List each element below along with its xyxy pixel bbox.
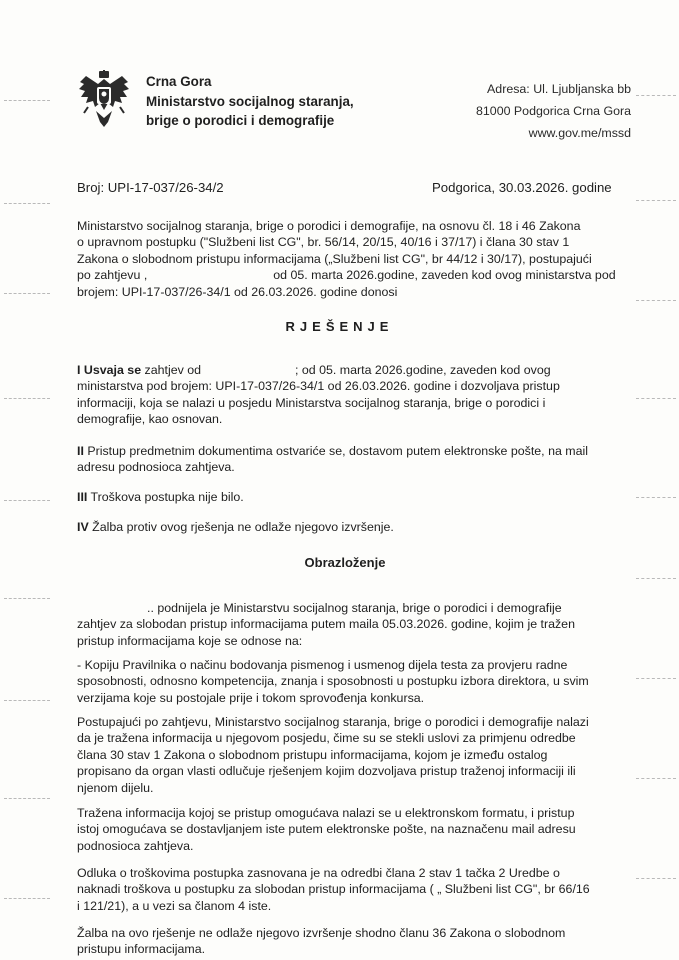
reasoning-line: i 121/21), a u vezi sa članom 4 iste.	[77, 898, 272, 913]
address-street: Adresa: Ul. Ljubljanska bb	[487, 82, 631, 96]
right-edge-mark	[636, 878, 676, 880]
item-ii-line	[77, 443, 627, 459]
intro-line-start: po zahtjevu ,	[77, 268, 148, 283]
address-block	[476, 78, 631, 144]
intro-paragraph	[77, 218, 627, 300]
item-i-text: zahtjev od	[144, 363, 202, 377]
left-edge-mark	[4, 598, 50, 600]
left-edge-mark	[4, 100, 50, 102]
right-edge-mark	[636, 95, 676, 97]
item-ii-line: adresu podnosioca zahtjeva.	[77, 460, 235, 475]
reasoning-text: podnijela je Ministarstvu socijalnog staranja, brige o porodici i demografije	[157, 601, 562, 615]
right-edge-mark	[636, 300, 676, 302]
issuer-ministry-line2: brige o porodici i demografije	[146, 113, 335, 128]
list-line: sposobnosti, odnosno kompetencija, znanja i sposobnosti u postupku izbora direktora, u svim	[77, 674, 589, 689]
reasoning-paragraph-3	[77, 805, 627, 854]
left-edge-mark	[4, 203, 50, 205]
left-edge-mark	[4, 898, 50, 900]
list-line: - Kopiju Pravilnika o načinu bodovanja pismenog i usmenog dijela testa za provjeru radne	[77, 658, 568, 672]
right-edge-mark	[636, 398, 676, 400]
reasoning-line: Tražena informacija kojoj se pristup omogućava nalazi se u elektronskom formatu, i pristup	[77, 806, 575, 820]
website: www.gov.me/mssd	[528, 126, 631, 140]
reasoning-line: pristup informacijama koje se odnose na:	[77, 633, 303, 648]
intro-line-end: od 05. marta 2026.godine, zaveden kod ovog ministarstva pod	[273, 268, 616, 283]
reasoning-line: Žalba na ovo rješenje ne odlaže njegovo izvršenje shodno članu 36 Zakona o slobodnom	[77, 926, 566, 940]
item-iv-number: IV	[77, 520, 89, 534]
reasoning-line: podnosioca zahtjeva.	[77, 838, 194, 853]
coat-of-arms-icon	[78, 70, 130, 128]
right-edge-mark	[636, 678, 676, 680]
item-i	[77, 362, 627, 428]
intro-line: Zakona o slobodnom pristupu informacijama („Službeni list CG", br 44/12 i 30/17), postupajući	[77, 251, 592, 266]
issuer-block	[146, 72, 354, 131]
item-i-number: I	[77, 363, 81, 377]
item-i-text: ; od 05. marta 2026.godine, zaveden kod ovog	[295, 363, 551, 377]
item-iii-number: III	[77, 490, 88, 504]
reasoning-line: Odluka o troškovima postupka zasnovana je na odredbi člana 2 stav 1 tačka 2 Uredbe o	[77, 866, 560, 880]
left-edge-mark	[4, 293, 50, 295]
reasoning-line: da je tražena informacija u njegovom posjedu, čime su se stekli uslovi za primjenu odredbe	[77, 731, 576, 746]
place-date: Podgorica, 30.03.2026. godine	[432, 180, 612, 195]
issuer-country: Crna Gora	[146, 74, 212, 89]
intro-line: Ministarstvo socijalnog staranja, brige o porodici i demografije, na osnovu čl. 18 i 46 Zakona	[77, 219, 581, 233]
item-ii-text: Pristup predmetnim dokumentima ostvariće se, dostavom putem elektronske pošte, na mail	[87, 444, 589, 458]
address-city: 81000 Podgorica Crna Gora	[476, 104, 631, 118]
reasoning-paragraph-5	[77, 925, 627, 958]
reasoning-title: Obrazloženje	[304, 555, 386, 570]
left-edge-mark	[4, 398, 50, 400]
right-edge-mark	[636, 497, 676, 499]
item-i-line	[77, 362, 627, 378]
requested-list-item	[77, 657, 627, 706]
left-edge-mark	[4, 700, 50, 702]
list-line: verzijama koje su postojale prije i tokom sprovođenja konkursa.	[77, 690, 425, 705]
reasoning-line: Postupajući po zahtjevu, Ministarstvo socijalnog staranja, brige o porodici i demografije nalazi	[77, 715, 589, 729]
item-iii-text: Troškova postupka nije bilo.	[90, 490, 244, 504]
item-i-line: ministarstva pod brojem: UPI-17-037/26-34/1 od 26.03.2026. godine i dozvoljava pristup	[77, 379, 560, 394]
item-iii	[77, 489, 627, 505]
reasoning-paragraph-1	[77, 600, 627, 649]
item-ii	[77, 443, 627, 476]
item-ii-number: II	[77, 444, 84, 458]
item-i-line: demografije, kao osnovan.	[77, 412, 223, 427]
intro-line	[77, 267, 627, 283]
issuer-ministry-line1: Ministarstvo socijalnog staranja,	[146, 93, 354, 109]
item-i-line: informaciji, koja se nalazi u posjedu Ministarstva socijalnog staranja, brige o porodici i	[77, 395, 546, 410]
right-edge-mark	[636, 200, 676, 202]
reasoning-line: zahtjev za slobodan pristup informacijama putem maila 05.03.2026. godine, kojim je tražen	[77, 617, 575, 632]
left-edge-mark	[4, 500, 50, 502]
reasoning-line: istoj omogućava se dostavljanjem iste putem elektronske pošte, na naznačenu mail adresu	[77, 822, 576, 837]
reasoning-line: pristupu informacijama.	[77, 942, 206, 957]
reasoning-paragraph-2	[77, 714, 627, 796]
decision-title: RJEŠENJE	[285, 319, 394, 334]
item-iv-text: Žalba protiv ovog rješenja ne odlaže njegovo izvršenje.	[92, 520, 394, 534]
reasoning-paragraph-4	[77, 865, 627, 914]
reasoning-line: njenom dijelu.	[77, 780, 154, 795]
item-i-bold: Usvaja se	[83, 363, 142, 377]
reasoning-text: ..	[147, 601, 154, 615]
right-edge-mark	[636, 578, 676, 580]
intro-line: o upravnom postupku ("Službeni list CG", br. 56/14, 20/15, 40/16 i 37/17) i člana 30 stav 1	[77, 235, 570, 250]
reasoning-line: propisano da organ vlasti odlučuje rješenjem kojim dozvoljava pristup traženoj informaciji ili	[77, 764, 576, 779]
reference-number: Broj: UPI-17-037/26-34/2	[77, 180, 224, 195]
right-edge-mark	[636, 778, 676, 780]
reasoning-line	[77, 600, 627, 616]
intro-line: brojem: UPI-17-037/26-34/1 od 26.03.2026. godine donosi	[77, 284, 398, 299]
reasoning-line: naknadi troškova u postupku za slobodan pristup informacijama ( „ Službeni list CG", br 66/16	[77, 882, 590, 897]
item-iv	[77, 519, 627, 535]
reasoning-line: člana 30 stav 1 Zakona o slobodnom pristupu informacijama, kojom je između ostalog	[77, 747, 548, 762]
left-edge-mark	[4, 798, 50, 800]
